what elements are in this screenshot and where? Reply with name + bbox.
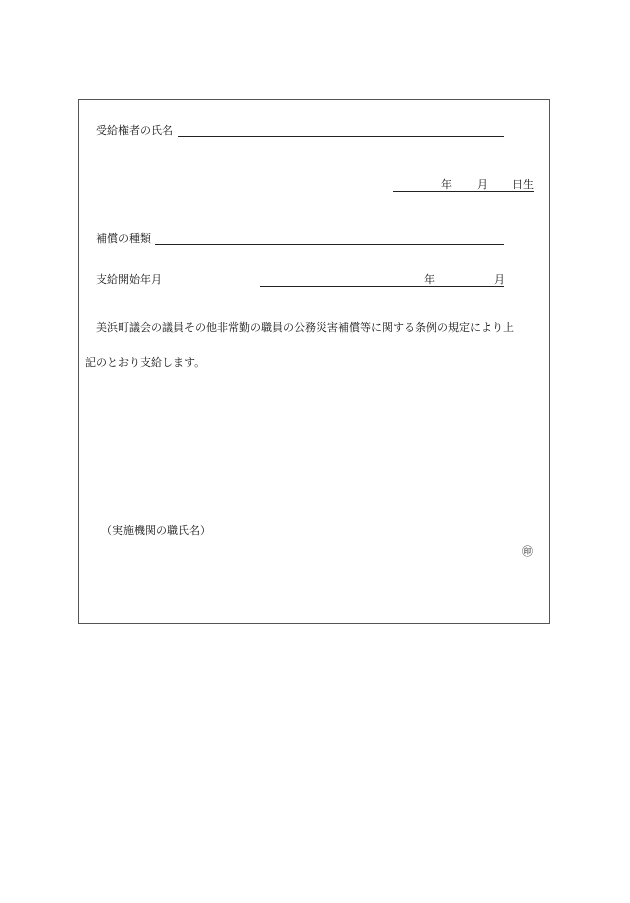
agency-name-label: （実施機関の職氏名） — [101, 524, 211, 537]
birth-day-label: 日生 — [512, 178, 534, 191]
payment-start-line — [260, 286, 504, 287]
compensation-type-line — [155, 244, 504, 245]
recipient-name-label: 受給権者の氏名 — [96, 124, 173, 137]
payment-start-year-label: 年 — [424, 273, 435, 286]
birth-year-label: 年 — [441, 178, 452, 191]
birth-month-label: 月 — [477, 178, 488, 191]
recipient-name-line — [178, 136, 504, 137]
payment-start-month-label: 月 — [494, 273, 505, 286]
seal-mark: ㊞ — [522, 545, 533, 558]
statement-line-1: 美浜町議会の議員その他非常勤の職員の公務災害補償等に関する条例の規定により上 — [96, 321, 514, 334]
compensation-type-label: 補償の種類 — [96, 232, 151, 245]
payment-start-label: 支給開始年月 — [96, 273, 162, 286]
statement-line-2: 記のとおり支給します。 — [85, 356, 206, 369]
